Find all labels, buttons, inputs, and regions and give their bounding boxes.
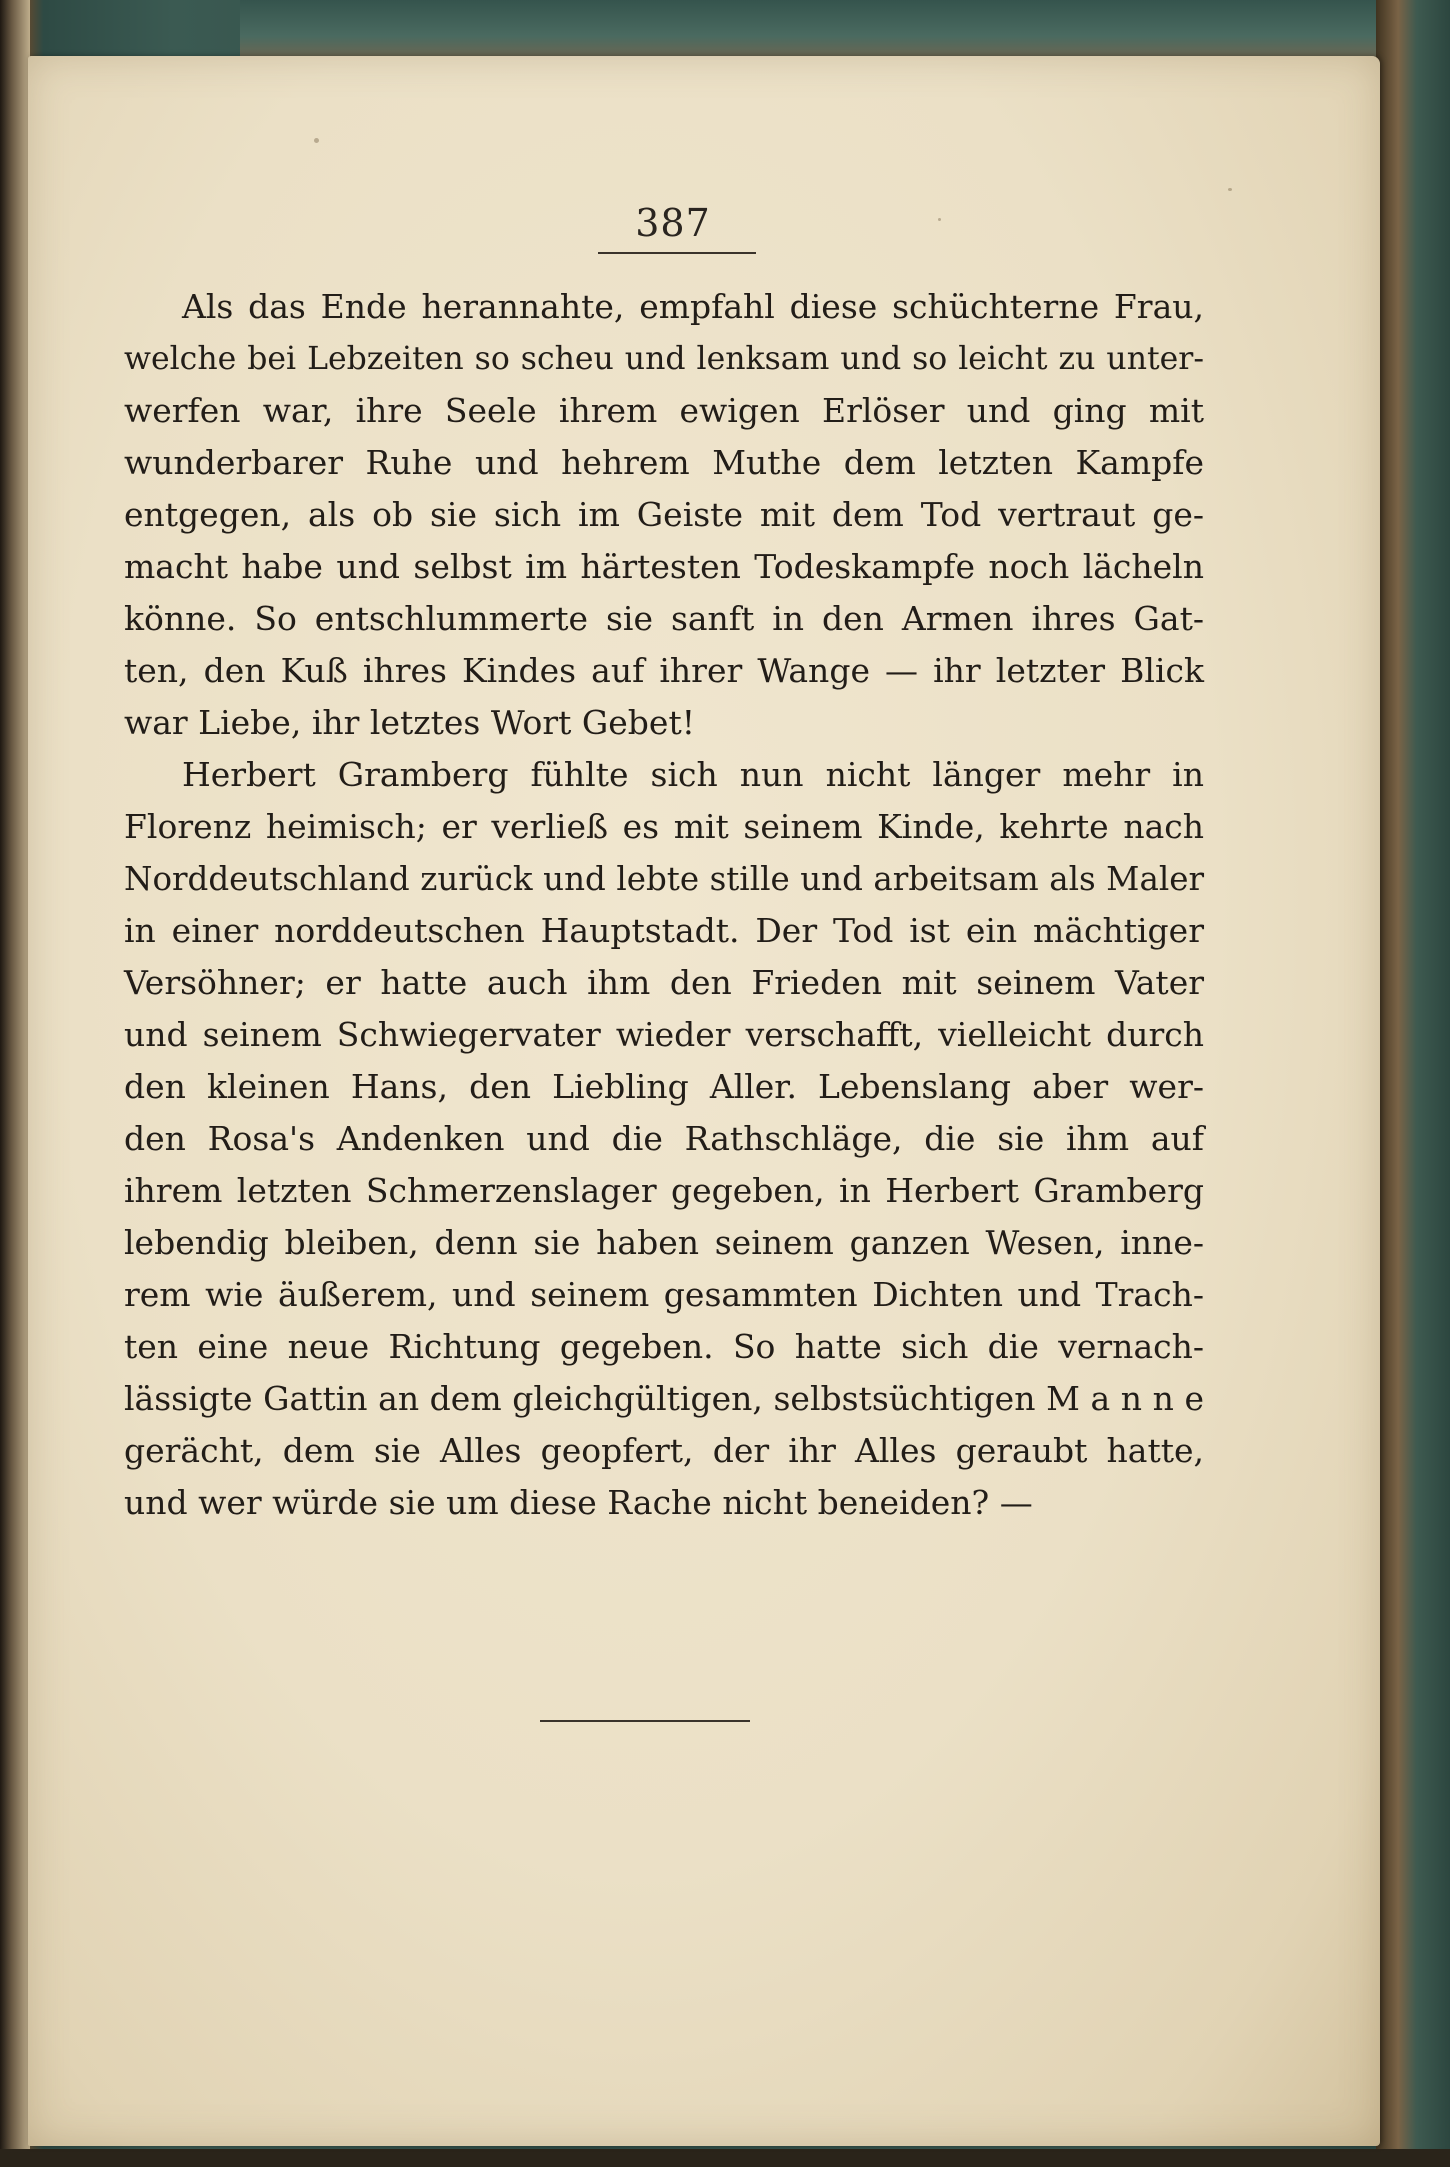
text-line: ihrem letzten Schmerzenslager gegeben, in Herbert Gramberg xyxy=(124,1171,1204,1210)
paper-speck xyxy=(938,218,941,221)
text-line: Als das Ende herannahte, empfahl diese schüchterne Frau, xyxy=(182,287,1204,326)
scan-bottom-edge xyxy=(0,2149,1450,2167)
text-line: und wer würde sie um diese Rache nicht beneiden? — xyxy=(124,1483,1033,1522)
paragraph xyxy=(124,749,1204,1529)
text-line: könne. So entschlummerte sie sanft in den Armen ihres Gat- xyxy=(124,599,1204,638)
paper-speck xyxy=(314,138,319,143)
text-line: lebendig bleiben, denn sie haben seinem ganzen Wesen, inne- xyxy=(124,1223,1204,1262)
book-page xyxy=(28,56,1380,2146)
text-line: und seinem Schwiegervater wieder verschafft, vielleicht durch xyxy=(124,1015,1204,1054)
text-line: ten eine neue Richtung gegeben. So hatte sich die vernach- xyxy=(124,1327,1204,1366)
text-line: ten, den Kuß ihres Kindes auf ihrer Wange — ihr letzter Blick xyxy=(124,651,1204,690)
text-line: werfen war, ihre Seele ihrem ewigen Erlöser und ging mit xyxy=(124,391,1204,430)
text-line: Florenz heimisch; er verließ es mit seinem Kinde, kehrte nach xyxy=(124,807,1204,846)
text-line: in einer norddeutschen Hauptstadt. Der Tod ist ein mächtiger xyxy=(124,911,1204,950)
text-line: Norddeutschland zurück und lebte stille und arbeitsam als Maler xyxy=(124,860,1204,898)
spine-edge xyxy=(0,0,30,2167)
paper-speck xyxy=(1228,188,1232,191)
text-line: gerächt, dem sie Alles geopfert, der ihr Alles geraubt hatte, xyxy=(124,1431,1204,1470)
text-line: den Rosa's Andenken und die Rathschläge, die sie ihm auf xyxy=(124,1119,1204,1158)
text-line: macht habe und selbst im härtesten Todeskampfe noch lächeln xyxy=(124,547,1204,586)
text-line: den kleinen Hans, den Liebling Aller. Lebenslang aber wer- xyxy=(124,1067,1204,1106)
text-line: lässigte Gattin an dem gleichgültigen, selbstsüchtigen M a n n e xyxy=(124,1379,1204,1418)
text-line: rem wie äußerem, und seinem gesammten Dichten und Trach- xyxy=(124,1275,1204,1314)
text-line: Versöhner; er hatte auch ihm den Frieden mit seinem Vater xyxy=(124,963,1204,1002)
paragraph xyxy=(124,281,1204,749)
text-line: war Liebe, ihr letztes Wort Gebet! xyxy=(124,703,695,742)
end-rule xyxy=(540,1720,750,1722)
text-line: entgegen, als ob sie sich im Geiste mit dem Tod vertraut ge- xyxy=(124,495,1204,534)
text-line: wunderbarer Ruhe und hehrem Muthe dem letzten Kampfe xyxy=(124,443,1204,482)
cover-board-right xyxy=(1376,0,1450,2167)
text-line: Herbert Gramberg fühlte sich nun nicht länger mehr in xyxy=(182,755,1204,794)
text-line: welche bei Lebzeiten so scheu und lenksam und so leicht zu unter- xyxy=(124,341,1204,377)
page-body xyxy=(124,281,1204,1529)
page-number-rule xyxy=(598,252,756,254)
cover-edge-top xyxy=(240,0,1380,60)
page-number: 387 xyxy=(635,201,711,245)
